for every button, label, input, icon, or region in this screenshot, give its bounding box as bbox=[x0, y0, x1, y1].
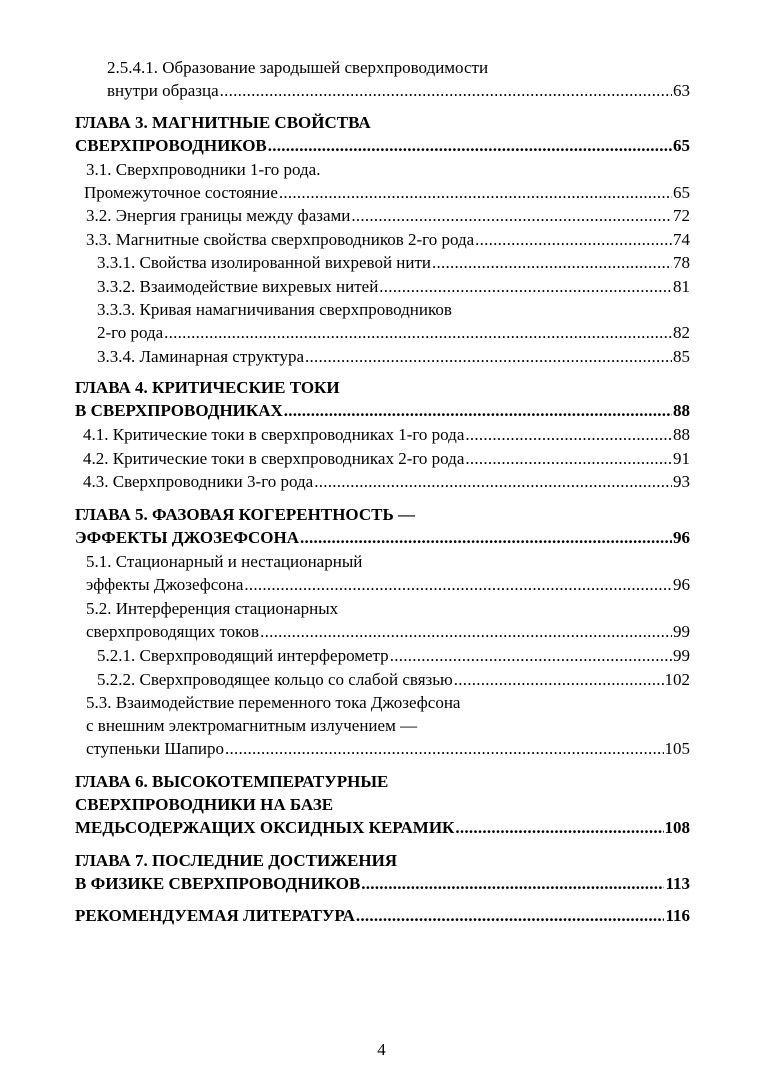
toc-page-number: 88 bbox=[673, 425, 690, 444]
toc-entry-leader bbox=[84, 181, 690, 204]
toc-entry bbox=[97, 251, 690, 274]
toc-chapter-title: МЕДЬСОДЕРЖАЩИХ ОКСИДНЫХ КЕРАМИК bbox=[75, 818, 455, 837]
toc-entry bbox=[97, 298, 690, 344]
toc-page-number: 93 bbox=[673, 472, 690, 491]
toc-chapter-title: РЕКОМЕНДУЕМАЯ ЛИТЕРАТУРА bbox=[75, 906, 355, 925]
toc-chapter-title: ГЛАВА 4. КРИТИЧЕСКИЕ ТОКИ bbox=[75, 378, 340, 397]
toc-entry-text: 3.1. Сверхпроводники 1-го рода. bbox=[86, 160, 321, 179]
toc-chapter-title: ГЛАВА 3. МАГНИТНЫЕ СВОЙСТВА bbox=[75, 113, 371, 132]
page-number: 4 bbox=[377, 1040, 386, 1059]
toc-page-number: 96 bbox=[673, 528, 690, 547]
toc-entry-text: 2.5.4.1. Образование зародышей сверхпроводимости bbox=[107, 58, 489, 77]
toc-entry-text: 3.3.4. Ламинарная структура bbox=[97, 347, 305, 366]
toc-entry-text: 2-го рода bbox=[97, 323, 164, 342]
toc-entry-leader bbox=[107, 79, 690, 102]
toc-entry bbox=[86, 691, 690, 760]
toc-entry-text: ступеньки Шапиро bbox=[86, 739, 225, 758]
toc-entry-leader bbox=[83, 423, 690, 446]
toc-entry-leader bbox=[86, 620, 690, 643]
toc-entry-text: Промежуточное состояние bbox=[84, 183, 278, 202]
toc-entry-leader bbox=[97, 644, 690, 667]
toc-entry bbox=[97, 275, 690, 298]
toc-chapter-leader bbox=[75, 399, 690, 422]
toc-page-number: 85 bbox=[673, 347, 690, 366]
toc-entry bbox=[83, 423, 690, 446]
toc-entry bbox=[86, 228, 690, 251]
toc-page-number: 108 bbox=[664, 818, 690, 837]
toc-entry-text: 5.3. Взаимодействие переменного тока Джозефсона bbox=[86, 693, 461, 712]
toc-page-number: 81 bbox=[673, 277, 690, 296]
toc-entry-text: 3.3.3. Кривая намагничивания сверхпроводников bbox=[97, 300, 452, 319]
toc-entry bbox=[86, 597, 690, 643]
toc-page-number: 102 bbox=[664, 670, 690, 689]
toc-chapter bbox=[75, 376, 690, 422]
toc-entry-text: 3.3.1. Свойства изолированной вихревой нити bbox=[97, 253, 432, 272]
toc-page-number: 99 bbox=[673, 622, 690, 641]
toc-entry-text: внутри образца bbox=[107, 81, 219, 100]
toc-entry-text: 5.2.2. Сверхпроводящее кольцо со слабой связью bbox=[97, 670, 453, 689]
toc-entry-leader bbox=[86, 573, 690, 596]
toc-page-number: 74 bbox=[673, 230, 690, 249]
toc-chapter-title: В ФИЗИКЕ СВЕРХПРОВОДНИКОВ bbox=[75, 874, 361, 893]
toc-entry-text: 5.1. Стационарный и нестационарный bbox=[86, 552, 363, 571]
toc-chapter-title: СВЕРХПРОВОДНИКОВ bbox=[75, 136, 267, 155]
toc-entry bbox=[86, 158, 690, 204]
toc-page-number: 105 bbox=[664, 739, 690, 758]
toc-entry-text: с внешним электромагнитным излучением — bbox=[86, 716, 418, 735]
toc-chapter-leader bbox=[75, 134, 690, 157]
toc-entry-text: 4.3. Сверхпроводники 3-го рода bbox=[83, 472, 314, 491]
toc-page-number: 99 bbox=[673, 646, 690, 665]
toc-entry-leader bbox=[86, 737, 690, 760]
toc-chapter bbox=[75, 849, 690, 895]
toc-chapter-title: СВЕРХПРОВОДНИКИ НА БАЗЕ bbox=[75, 795, 334, 814]
toc-chapter bbox=[75, 111, 690, 157]
toc-page-number: 116 bbox=[665, 906, 690, 925]
toc-entry bbox=[86, 204, 690, 227]
toc-entry-leader bbox=[97, 345, 690, 368]
toc-chapter bbox=[75, 770, 690, 839]
toc-page-number: 78 bbox=[673, 253, 690, 272]
toc-entry-text: сверхпроводящих токов bbox=[86, 622, 260, 641]
toc-entry-leader bbox=[86, 228, 690, 251]
toc-entry-leader bbox=[97, 321, 690, 344]
toc-entry bbox=[97, 668, 690, 691]
toc-entry-text: 3.3.2. Взаимодействие вихревых нитей bbox=[97, 277, 379, 296]
toc-entry-leader bbox=[83, 447, 690, 470]
toc-entry-text: 5.2. Интерференция стационарных bbox=[86, 599, 339, 618]
toc-entry bbox=[97, 345, 690, 368]
toc-entry bbox=[83, 470, 690, 493]
toc-chapter-title: ГЛАВА 6. ВЫСОКОТЕМПЕРАТУРНЫЕ bbox=[75, 772, 389, 791]
toc-entry bbox=[107, 56, 690, 102]
toc-entry-leader bbox=[97, 275, 690, 298]
toc-entry bbox=[83, 447, 690, 470]
toc-chapter bbox=[75, 503, 690, 549]
toc-entry-text: 5.2.1. Сверхпроводящий интерферометр bbox=[97, 646, 389, 665]
toc-chapter-leader bbox=[75, 904, 690, 927]
toc-chapter-title: ГЛАВА 7. ПОСЛЕДНИЕ ДОСТИЖЕНИЯ bbox=[75, 851, 398, 870]
toc-page-number: 88 bbox=[673, 401, 690, 420]
toc-chapter-title: В СВЕРХПРОВОДНИКАХ bbox=[75, 401, 283, 420]
toc-entry-text: 3.2. Энергия границы между фазами bbox=[86, 206, 351, 225]
toc-chapter bbox=[75, 904, 690, 927]
toc-entry-text: 4.2. Критические токи в сверхпроводниках 2-го рода bbox=[83, 449, 465, 468]
toc-entry-text: 4.1. Критические токи в сверхпроводниках 1-го рода bbox=[83, 425, 465, 444]
toc-chapter-leader bbox=[75, 526, 690, 549]
toc-page-number: 72 bbox=[673, 206, 690, 225]
toc-chapter-title: ГЛАВА 5. ФАЗОВАЯ КОГЕРЕНТНОСТЬ — bbox=[75, 505, 415, 524]
toc-page-number: 65 bbox=[673, 136, 690, 155]
toc-chapter-leader bbox=[75, 816, 690, 839]
toc-entry-leader bbox=[86, 204, 690, 227]
toc-page-number: 113 bbox=[665, 874, 690, 893]
toc-page-number: 65 bbox=[673, 183, 690, 202]
toc-entry-leader bbox=[97, 668, 690, 691]
toc-entry-text: 3.3. Магнитные свойства сверхпроводников 2-го рода bbox=[86, 230, 475, 249]
toc-chapter-leader bbox=[75, 872, 690, 895]
toc-page-number: 82 bbox=[673, 323, 690, 342]
toc-entry bbox=[97, 644, 690, 667]
toc-page-number: 63 bbox=[673, 81, 690, 100]
toc-entry-text: эффекты Джозефсона bbox=[86, 575, 244, 594]
toc-entry-leader bbox=[83, 470, 690, 493]
toc-entry-leader bbox=[97, 251, 690, 274]
toc-entry bbox=[86, 550, 690, 596]
toc-chapter-title: ЭФФЕКТЫ ДЖОЗЕФСОНА bbox=[75, 528, 299, 547]
toc-page-number: 96 bbox=[673, 575, 690, 594]
toc-page-number: 91 bbox=[673, 449, 690, 468]
